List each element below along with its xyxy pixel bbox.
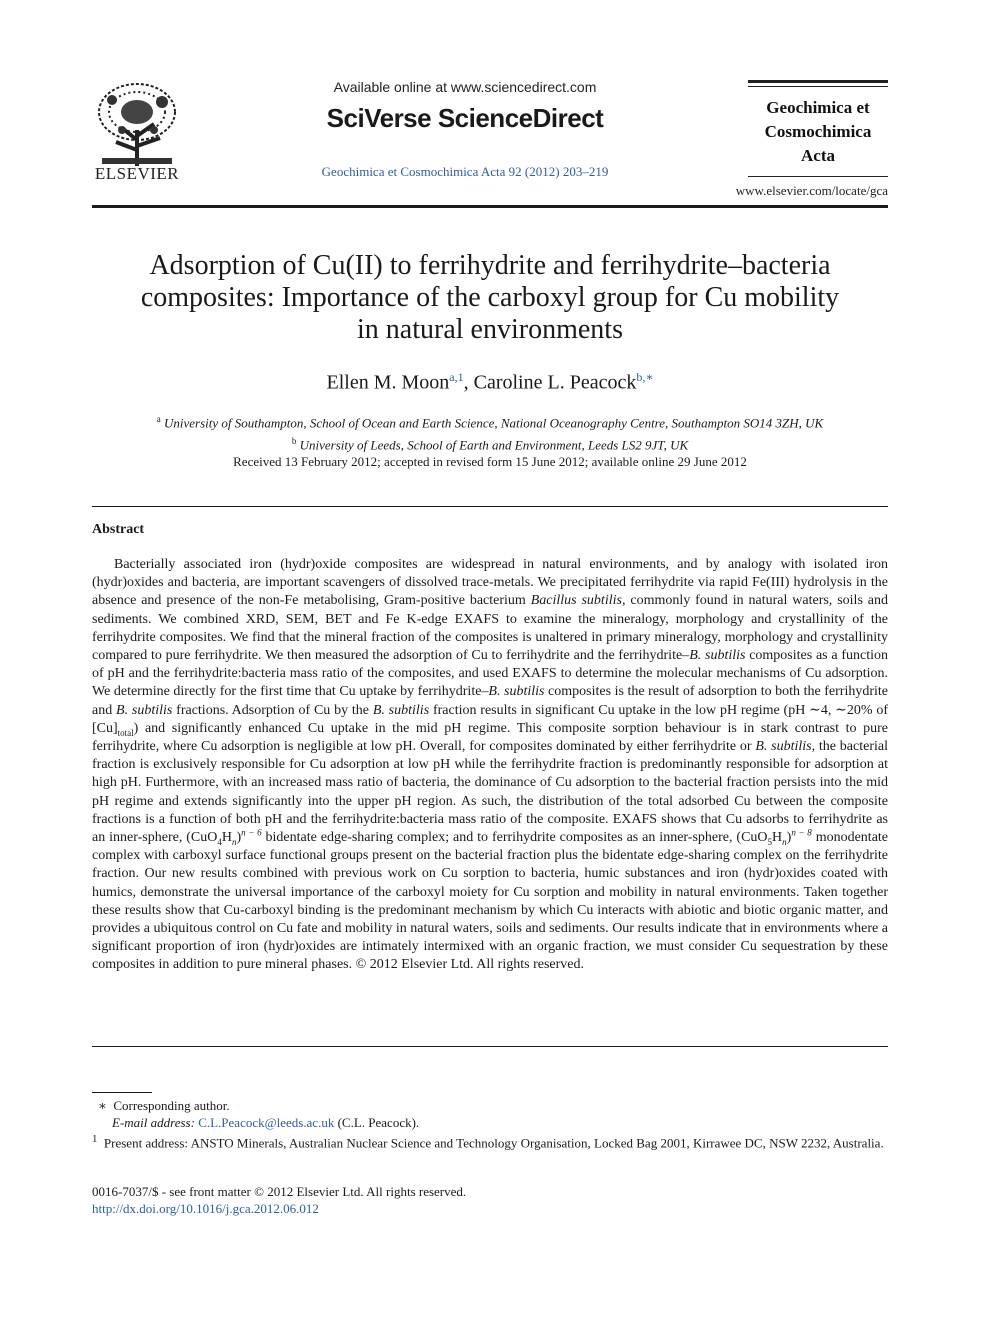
- superscript: n − 6: [241, 827, 262, 838]
- author-affiliation-marks[interactable]: a,1: [449, 370, 464, 384]
- abstract-text: ): [236, 830, 242, 846]
- author-name: Ellen M. Moon: [326, 371, 450, 394]
- abstract-text: bidentate edge-sharing complex; and to ferrihydrite composites as an inner-sphere, (CuO: [261, 830, 768, 846]
- affiliation: [92, 432, 888, 454]
- species-name: B. subtilis: [755, 739, 812, 755]
- publisher-logo: ELSEVIER: [94, 164, 180, 183]
- superscript: n − 8: [791, 827, 812, 838]
- species-name: B. subtilis: [116, 702, 173, 718]
- journal-top-rule: [748, 80, 888, 83]
- author-list: Ellen M. Moon$^{a,1}$, Caroline L. Peacock$^{b,∗}$: [326, 370, 654, 394]
- subscript: 4: [217, 836, 222, 847]
- footnote-mark: ∗: [98, 1098, 107, 1113]
- subscript: 5: [767, 836, 773, 847]
- email-note: [112, 1115, 419, 1131]
- email-label: E-mail address:: [112, 1115, 195, 1130]
- abstract-text: fraction results in significant Cu uptake in the low pH regime (pH ∼4, ∼20% of [Cu]: [92, 702, 889, 736]
- elsevier-tree-icon: [92, 80, 182, 168]
- abstract-bottom-rule: [92, 1046, 888, 1047]
- abstract-text: ): [786, 830, 792, 846]
- article-title: [92, 250, 888, 346]
- journal-title-line: Acta: [801, 146, 835, 165]
- subscript: total: [117, 727, 134, 738]
- email-owner: (C.L. Peacock).: [337, 1115, 420, 1130]
- affiliation-mark: a: [156, 414, 161, 424]
- abstract-text: Bacterially associated iron (hydr)oxide composites are widespread in natural environments, and by analogy with isolated iron (hydr)oxides and bacteria, are important scavengers of dissolved trace-metals. We precipitated ferrihydrite via rapid Fe(III) hydrolysis in the absence and presence of the non-Fe metabolising, Gram-positive bacterium: [92, 557, 888, 609]
- subscript: n: [232, 836, 237, 847]
- journal-top-rule-thin: [748, 86, 888, 87]
- abstract-text: fractions. Adsorption of Cu by the: [172, 702, 373, 718]
- abstract-top-rule: [92, 506, 888, 507]
- affiliation-text: University of Leeds, School of Earth and Environment, Leeds LS2 9JT, UK: [299, 437, 689, 453]
- author-name: Caroline L. Peacock: [473, 371, 637, 394]
- article-title-line: composites: Importance of the carboxyl group for Cu mobility: [140, 282, 840, 313]
- issn-line: 0016-7037/$ - see front matter © 2012 Elsevier Ltd. All rights reserved.: [92, 1184, 467, 1199]
- abstract-text: , the bacterial fraction is exclusively responsible for Cu adsorption at low pH while the ferrihydrite fraction is predominantly responsible for adsorption at high pH. Furthermore, with an increased mass ratio of bacteria, the dominance of Cu adsorption to the bacterial fraction persists into the mid pH regime and extends significantly into the upper pH region. As such, the distribution of the total adsorbed Cu between the composite fractions is a function of both pH and the ferrihydrite:bacteria mass ratio of the composite. EXAFS shows that Cu adsorbs to ferrihydrite as an inner-sphere, (CuO: [92, 739, 888, 846]
- abstract-text: monodentate complex with carboxyl surface functional groups present on the bacterial fraction plus the bidentate edge-sharing complex on the ferrihydrite fraction. Our new results combined with previous work on Cu sorption to bacteria, humic substances and iron (hydr)oxides coated with humics, demonstrate the universal importance of the carboxyl moiety for Cu sorption and mobility in natural environments. Taken together these results show that Cu-carboxyl binding is the predominant mechanism by which Cu interacts with abiotic and biotic organic matter, and provides a ubiquitous control on Cu fate and mobility in natural waters, soils and sediments. Our results indicate that in environments where a significant proportion of iron (hydr)oxides are intimately intermixed with an organic fraction, we must consider Cu sequestration by these composites in addition to pure mineral phases. © 2012 Elsevier Ltd. All rights reserved.: [92, 830, 889, 973]
- article-title-line: in natural environments: [357, 314, 623, 345]
- email-link[interactable]: C.L.Peacock@leeds.ac.uk: [198, 1115, 335, 1130]
- affiliations: [92, 410, 888, 455]
- abstract-text: composites as a function of pH and the ferrihydrite:bacteria mass ratio of the composites, and used EXAFS to determine the molecular mechanisms of Cu adsorption. We determine directly for the first time that Cu uptake by ferrihydrite–: [92, 648, 888, 700]
- available-online-text: Available online at www.sciencedirect.com: [333, 79, 597, 95]
- abstract-paragraph: [92, 556, 888, 975]
- doi-link[interactable]: http://dx.doi.org/10.1016/j.gca.2012.06.012: [92, 1201, 319, 1216]
- affiliation: [92, 410, 888, 432]
- species-name: Bacillus subtilis: [530, 593, 622, 609]
- abstract-text: ) and significantly enhanced Cu uptake in the mid pH regime. This composite sorption behaviour is in stark contrast to pure ferrihydrite, where Cu adsorption is negligible at low pH. Overall, for composites dominated by either ferrihydrite or: [92, 720, 888, 755]
- author-affiliation-marks[interactable]: b,∗: [636, 370, 654, 384]
- species-name: B. subtilis: [488, 684, 545, 700]
- corresponding-author-note: [98, 1098, 230, 1114]
- received-dates: Received 13 February 2012; accepted in revised form 15 June 2012; available online 29 June 2012: [233, 454, 747, 469]
- journal-bottom-rule: [748, 176, 888, 177]
- abstract-heading: Abstract: [92, 522, 145, 537]
- journal-citation-link[interactable]: Geochimica et Cosmochimica Acta 92 (2012) 203–219: [321, 164, 609, 179]
- affiliation-mark: b: [291, 436, 297, 447]
- footnote-text: Present address: ANSTO Minerals, Australian Nuclear Science and Technology Organisation, Locked Bag 2001, Kirrawee DC, NSW 2232, Australia.: [103, 1135, 884, 1151]
- abstract-text: composites is the result of adsorption to both the ferrihydrite and: [92, 684, 888, 718]
- journal-title: [740, 96, 896, 168]
- species-name: B. subtilis: [689, 648, 746, 664]
- species-name: B. subtilis: [372, 702, 430, 718]
- footnote-rule: [92, 1092, 152, 1093]
- abstract-text: , commonly found in natural waters, soils and sediments. We combined XRD, SEM, BET and Fe K-edge EXAFS to examine the mineralogy, morphology and crystallinity of the ferrihydrite composites. We find that the mineral fraction of the composites is unaltered in primary mineralogy, morphology and crystallinity compared to pure ferrihydrite. We then measured the adsorption of Cu to ferrihydrite and the ferrihydrite–: [92, 593, 889, 664]
- subscript: n: [782, 836, 787, 847]
- journal-title-line: Cosmochimica: [764, 122, 872, 141]
- footnote-text: Corresponding author.: [113, 1098, 230, 1113]
- present-address-note: [92, 1130, 888, 1152]
- abstract-body: [92, 556, 888, 975]
- sciencedirect-brand: SciVerse ScienceDirect: [326, 103, 604, 133]
- header-divider: [92, 205, 888, 208]
- article-title-line: Adsorption of Cu(II) to ferrihydrite and ferrihydrite–bacteria: [149, 250, 831, 281]
- footnote-mark: 1: [92, 1133, 98, 1145]
- journal-title-line: Geochimica et: [766, 98, 870, 117]
- abstract-text: H: [772, 830, 783, 846]
- affiliation-text: University of Southampton, School of Ocean and Earth Science, National Oceanography Centre, Southampton SO14 3ZH, UK: [164, 415, 824, 431]
- journal-url[interactable]: www.elsevier.com/locate/gca: [735, 183, 888, 198]
- abstract-text: H: [221, 830, 232, 846]
